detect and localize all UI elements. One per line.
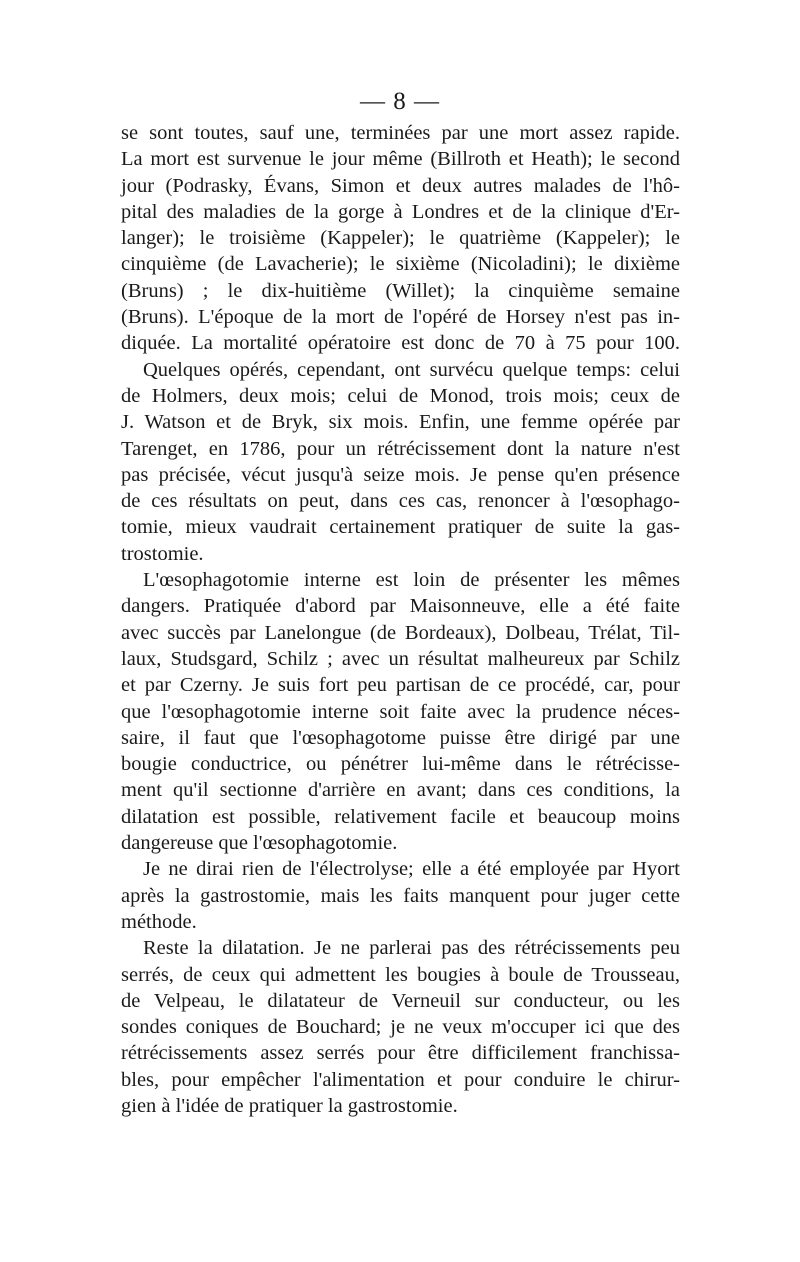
text-line: sondes coniques de Bouchard; je ne veux m'occuper ici que des bbox=[121, 1016, 680, 1039]
text-line: Quelques opérés, cependant, ont survécu quelque temps: celui bbox=[143, 358, 680, 381]
text-line: se sont toutes, sauf une, terminées par une mort assez rapide. bbox=[121, 122, 680, 144]
text-line: trostomie. bbox=[121, 542, 204, 565]
text-line: Je ne dirai rien de l'électrolyse; elle a été employée par Hyort bbox=[143, 858, 680, 881]
text-line: Reste la dilatation. Je ne parlerai pas des rétrécissements peu bbox=[143, 937, 680, 960]
text-line: Tarenget, en 1786, pour un rétrécissement dont la nature n'est bbox=[121, 437, 680, 460]
text-line: de Holmers, deux mois; celui de Monod, trois mois; ceux de bbox=[121, 384, 680, 407]
text-line: (Bruns) ; le dix-huitième (Willet); la cinquième semaine bbox=[121, 279, 680, 302]
text-line: pas précisée, vécut jusqu'à seize mois. Je pense qu'en présence bbox=[121, 463, 680, 486]
text-line: de Velpeau, le dilatateur de Verneuil sur conducteur, ou les bbox=[121, 989, 680, 1012]
text-line: saire, il faut que l'œsophagotome puisse être dirigé par une bbox=[121, 726, 680, 749]
text-line: jour (Podrasky, Évans, Simon et deux autres malades de l'hô- bbox=[121, 174, 680, 197]
text-line: bles, pour empêcher l'alimentation et pour conduire le chirur- bbox=[121, 1068, 680, 1091]
text-line: tomie, mieux vaudrait certainement pratiquer de suite la gas- bbox=[121, 516, 680, 539]
page-number: — 8 — bbox=[360, 88, 440, 115]
text-line: J. Watson et de Bryk, six mois. Enfin, une femme opérée par bbox=[121, 411, 680, 434]
text-line: gien à l'idée de pratiquer la gastrostomie. bbox=[121, 1094, 458, 1117]
text-line: dangereuse que l'œsophagotomie. bbox=[121, 832, 398, 855]
text-line: langer); le troisième (Kappeler); le quatrième (Kappeler); le bbox=[121, 227, 680, 250]
text-line: laux, Studsgard, Schilz ; avec un résultat malheureux par Schilz bbox=[121, 647, 680, 670]
text-line: avec succès par Lanelongue (de Bordeaux), Dolbeau, Trélat, Til- bbox=[121, 621, 680, 644]
text-line: serrés, de ceux qui admettent les bougies à boule de Trousseau, bbox=[121, 963, 680, 986]
text-line: méthode. bbox=[121, 910, 197, 933]
text-line: que l'œsophagotomie interne soit faite avec la prudence néces- bbox=[121, 700, 680, 723]
text-line: La mort est survenue le jour même (Billroth et Heath); le second bbox=[121, 148, 680, 171]
text-line: ment qu'il sectionne d'arrière en avant; dans ces conditions, la bbox=[121, 779, 680, 802]
text-line: et par Czerny. Je suis fort peu partisan de ce procédé, car, pour bbox=[121, 674, 680, 697]
text-line: cinquième (de Lavacherie); le sixième (Nicoladini); le dixième bbox=[121, 253, 680, 276]
text-line: diquée. La mortalité opératoire est donc de 70 à 75 pour 100. bbox=[121, 332, 680, 355]
text-line: rétrécissements assez serrés pour être difficilement franchissa- bbox=[121, 1042, 680, 1065]
text-line: de ces résultats on peut, dans ces cas, renoncer à l'œsophago- bbox=[121, 490, 680, 513]
text-line: L'œsophagotomie interne est loin de présenter les mêmes bbox=[143, 569, 680, 592]
text-line: bougie conductrice, ou pénétrer lui-même dans le rétrécisse- bbox=[121, 753, 680, 776]
text-line: dangers. Pratiquée d'abord par Maisonneuve, elle a été faite bbox=[121, 595, 680, 618]
body-text bbox=[121, 120, 680, 1119]
text-line: pital des maladies de la gorge à Londres et de la clinique d'Er- bbox=[121, 200, 680, 223]
text-line: dilatation est possible, relativement facile et beaucoup moins bbox=[121, 805, 680, 828]
text-line: après la gastrostomie, mais les faits manquent pour juger cette bbox=[121, 884, 680, 907]
text-line: (Bruns). L'époque de la mort de l'opéré de Horsey n'est pas in- bbox=[121, 306, 680, 329]
